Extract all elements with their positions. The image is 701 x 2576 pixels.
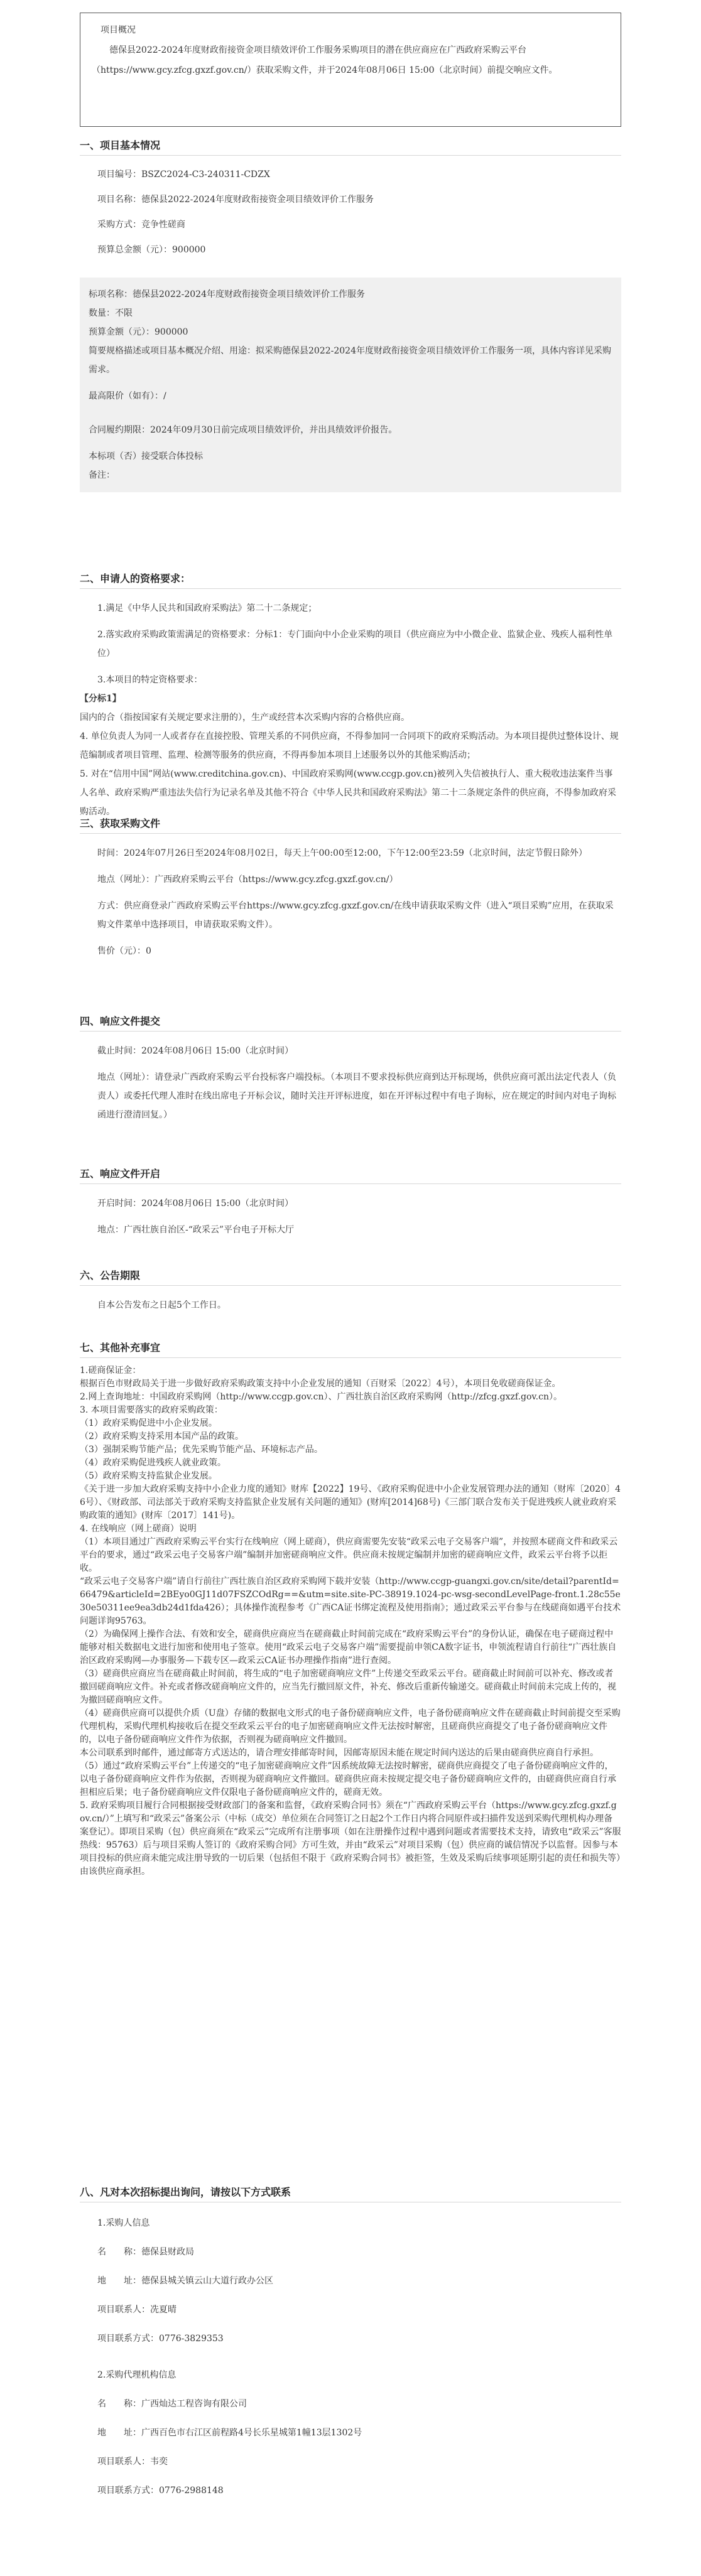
other-line: 根据百色市财政局关于进一步做好政府采购政策支持中小企业发展的通知（百财采〔2022〕4号），本项目免收磋商保证金。 xyxy=(80,1379,561,1389)
section-open-response xyxy=(80,1167,621,1239)
contract-term: 合同履约期限：2024年09月30日前完成项目绩效评价，并出具绩效评价报告。 xyxy=(89,425,398,435)
obtain-method: 方式：供应商登录广西政府采购云平台https://www.gcy.zfcg.gxzf.gov.cn/在线申请获取采购文件（进入“项目采购”应用，在获取采购文件菜单中选择项目，申请获取采购文件）。 xyxy=(97,901,614,930)
other-line: 5. 政府采购项目履行合同根据接受财政部门的备案和监督，《政府采购合同书》须在“广西政府采购云平台（https://www.gcy.zfcg.gxzf.gov.cn/）”上填写和“政采云”备案公示（中标（成交）单位须在合同签订之日起2个工作日内将合同原件或扫描件发送到采购代理机构办理备案登记）。即项目采购（包）供应商须在“政采云”完成所有注册事项（如在注册操作过程中遇到问题或者需要技术支持，请致电“政采云”客服热线：95763）后与项目采购人签订的《政府采购合同》方可生效，并由“政采云”对项目采购（包）供应商的诚信情况予以监督。因参与本项目投标的供应商未能完成注册导致的一切后果（包括但不限于《政府采购合同书》被拒签，生效及采购后续事项延期引起的责任和损失等）由该供应商承担。 xyxy=(80,1801,621,1877)
submit-place: 地点（网址）：请登录广西政府采购云平台投标客户端投标。（本项目不要求投标供应商到达开标现场，供供应商可派出法定代表人（负责人）或委托代理人准时在线出席电子开标会议，随时关注开评标进度，如在开评标过程中有电子询标，应在规定的时间内对电子询标函进行澄清回复。） xyxy=(97,1072,616,1120)
other-line: （1）政府采购促进中小企业发展。 xyxy=(80,1418,217,1428)
other-line: 《关于进一步加大政府采购支持中小企业力度的通知》财库【2022】19号、《政府采购促进中小企业发展管理办法的通知（财库〔2020〕46号）、《财政部、司法部关于政府采购支持监狱企业发展有关问题的通知》(财库[2014]68号)《三部门联合发布关于促进残疾人就业政府采购政策的通知》(财库〔2017〕141号)。 xyxy=(80,1484,621,1521)
other-line: （2）政府采购支持采用本国产品的政策。 xyxy=(80,1431,244,1442)
agent-name: 名 称：广西灿达工程咨询有限公司 xyxy=(97,2399,247,2409)
divider xyxy=(80,588,621,589)
section-qualifications xyxy=(80,571,621,821)
section-title: 五、响应文件开启 xyxy=(80,1168,161,1180)
agent-contact: 项目联系人：韦奕 xyxy=(97,2457,168,2467)
section-title: 七、其他补充事宜 xyxy=(80,1342,161,1354)
other-line: 本公司联系到时邮件，通过邮寄方式送达的，请合理安排邮寄时间，因邮寄原因未能在规定时间内送达的后果由磋商供应商自行承担。 xyxy=(80,1748,599,1758)
buyer-address: 地 址：德保县城关镇云山大道行政办公区 xyxy=(97,2276,273,2286)
divider xyxy=(80,155,621,156)
agent-info-title: 2.采购代理机构信息 xyxy=(97,2370,177,2380)
other-line: 4. 在线响应（网上磋商）说明 xyxy=(80,1524,197,1534)
other-line: （5）通过“政府采购云平台”上传递交的“电子加密磋商响应文件”因系统故障无法按时解密，磋商供应商提交了电子备份磋商响应文件的，以电子备份磋商响应文件作为依据，否则视为磋商响应文件撤回。磋商供应商未按规定提交电子备份磋商响应文件的，由磋商供应商自行承担相应后果；电子备份磋商响应文件仅限电子备份磋商响应文件的，磋商无效。 xyxy=(80,1761,616,1797)
divider xyxy=(80,833,621,834)
section-other-matters xyxy=(80,1340,621,1878)
other-line: （3）强制采购节能产品；优先采购节能产品、环境标志产品。 xyxy=(80,1445,323,1455)
qualification-3-a: 国内的合（指按国家有关规定要求注册的），生产或经营本次采购内容的合格供应商。 xyxy=(80,713,410,723)
qualification-3-b: 4. 单位负责人为同一人或者存在直接控股、管理关系的不同供应商，不得参加同一合同项下的政府采购活动。为本项目提供过整体设计、规范编制或者项目管理、监理、检测等服务的供应商，不得再参加本项目上述服务以外的其他采购活动； xyxy=(80,731,619,760)
notice-period-text: 自本公告发布之日起5个工作日。 xyxy=(97,1300,226,1310)
submit-deadline: 截止时间：2024年08月06日 15:00（北京时间） xyxy=(97,1046,294,1056)
obtain-time: 时间：2024年07月26日至2024年08月02日，每天上午00:00至12:00，下午12:00至23:59（北京时间，法定节假日除外） xyxy=(97,848,587,858)
section-contacts xyxy=(80,2185,621,2505)
other-line: 1.磋商保证金： xyxy=(80,1366,141,1376)
section-basic-info xyxy=(80,138,621,492)
section-title: 二、申请人的资格要求： xyxy=(80,573,191,585)
lot-quantity: 数量：不限 xyxy=(89,308,133,318)
consortium-note: 本标项（否）接受联合体投标 xyxy=(89,451,203,461)
procurement-method: 采购方式：竞争性磋商 xyxy=(97,220,185,230)
divider xyxy=(80,1357,621,1358)
qualification-1: 1.满足《中华人民共和国政府采购法》第二十二条规定； xyxy=(97,603,317,613)
section-notice-period xyxy=(80,1268,621,1315)
qualification-2: 2.落实政府采购政策需满足的资格要求：分标1：专门面向中小企业采购的项目（供应商应为中小微企业、监狱企业、残疾人福利性单位） xyxy=(97,630,613,659)
other-line: （2）为确保网上操作合法、有效和安全，磋商供应商应当在磋商截止时间前完成在“政府采购云平台”的身份认证，确保在电子磋商过程中能够对相关数据电文进行加密和使用电子签章。使用“政采云电子交易客户端”需要提前申领CA数字证书，申领流程请自行前往“广西壮族自治区政府采购网—办事服务—下载专区—政采云CA证书办理操作指南”进行查阅。 xyxy=(80,1629,617,1666)
lot-description: 简要规格描述或项目基本概况介绍、用途：拟采购德保县2022-2024年度财政衔接资金项目绩效评价工作服务一项，具体内容详见采购需求。 xyxy=(89,346,611,375)
obtain-place: 地点（网址）：广西政府采购云平台（https://www.gcy.zfcg.gxzf.gov.cn/） xyxy=(97,875,398,885)
section-title: 四、响应文件提交 xyxy=(80,1015,161,1027)
lot-max-price: 最高限价（如有）：/ xyxy=(89,391,166,401)
divider xyxy=(80,1031,621,1032)
other-line: 2.网上查询地址：中国政府采购网（http://www.ccgp.gov.cn）、广西壮族自治区政府采购网（http://zfcg.gxzf.gov.cn）。 xyxy=(80,1392,562,1402)
overview-text: 德保县2022-2024年度财政衔接资金项目绩效评价工作服务采购项目的潜在供应商应在广西政府采购云平台（https://www.gcy.zfcg.gxzf.gov.cn/）获取采购文件，并于2024年08月06日 15:00（北京时间）前提交响应文件。 xyxy=(92,45,558,75)
agent-phone: 项目联系方式：0776-2988148 xyxy=(97,2486,224,2496)
buyer-phone: 项目联系方式：0776-3829353 xyxy=(97,2334,224,2344)
other-line: “政采云电子交易客户端”请自行前往广西壮族自治区政府采购网下载并安装（http://www.ccgp-guangxi.gov.cn/site/detail?parentId=66479&articleId=2BEyo0GJ11d07FSZCOdRg==&utm=site.site-PC-38919.1024-pc-wsg-secondLevelPage-front.1.28c55e30e50311ee9ea3db24d1fda426）；具体操作流程参考《广西CA证书绑定流程及使用指南》；通过政采云平台参与在线磋商如遇平台技术问题详询95763。 xyxy=(80,1576,621,1626)
other-line: 3. 本项目需要落实的政府采购政策： xyxy=(80,1405,223,1415)
lot-budget: 预算金额（元）：900000 xyxy=(89,327,188,337)
divider xyxy=(80,1183,621,1184)
project-number: 项目编号：BSZC2024-C3-240311-CDZX xyxy=(97,170,270,180)
section-obtain-documents xyxy=(80,816,621,961)
other-line: （3）磋商供应商应当在磋商截止时间前，将生成的“电子加密磋商响应文件”上传递交至政采云平台。磋商截止时间前可以补充、修改或者撤回磋商响应文件。补充或者修改磋商响应文件的，应当先行撤回原文件，补充、修改后重新传输递交。磋商截止时间前未完成上传的，视为撤回磋商响应文件。 xyxy=(80,1669,616,1705)
agent-address: 地 址：广西百色市右江区前程路4号长乐星城第1幢13层1302号 xyxy=(97,2428,362,2438)
buyer-info-title: 1.采购人信息 xyxy=(97,2218,150,2228)
other-line: （5）政府采购支持监狱企业发展。 xyxy=(80,1471,217,1481)
section-title: 八、凡对本次招标提出询问，请按以下方式联系 xyxy=(80,2186,291,2198)
qualification-3-lot: 【分标1】 xyxy=(80,694,121,704)
other-line: （1）本项目通过广西政府采购云平台实行在线响应（网上磋商），供应商需要先安装“政采云电子交易客户端”，并按照本磋商文件和政采云平台的要求，通过“政采云电子交易客户端”编制并加密磋商响应文件。供应商未按规定编制并加密的磋商响应文件，政采云平台将予以拒收。 xyxy=(80,1537,618,1573)
section-title: 三、获取采购文件 xyxy=(80,817,161,829)
lot-info-box xyxy=(80,278,621,492)
overview-title: 项目概况 xyxy=(101,25,136,35)
divider xyxy=(80,1285,621,1286)
open-time: 开启时间：2024年08月06日 15:00（北京时间） xyxy=(97,1199,294,1209)
buyer-name: 名 称：德保县财政局 xyxy=(97,2247,194,2257)
total-budget: 预算总金额（元）：900000 xyxy=(97,245,206,255)
qualification-3: 3.本项目的特定资格要求： xyxy=(97,675,203,685)
other-line: （4）政府采购促进残疾人就业政策。 xyxy=(80,1458,226,1468)
project-overview-box xyxy=(80,13,621,127)
project-name: 项目名称：德保县2022-2024年度财政衔接资金项目绩效评价工作服务 xyxy=(97,195,374,205)
qualification-3-c: 5. 对在“信用中国”网站(www.creditchina.gov.cn)、中国政府采购网(www.ccgp.gov.cn)被列入失信被执行人、重大税收违法案件当事人名单、政府采购严重违法失信行为记录名单及其他不符合《中华人民共和国政府采购法》第二十二条规定条件的供应商，不得参加政府采购活动。 xyxy=(80,769,616,817)
section-title: 一、项目基本情况 xyxy=(80,139,161,151)
section-submit-response xyxy=(80,1014,621,1124)
section-title: 六、公告期限 xyxy=(80,1269,141,1281)
other-line: （4）磋商供应商可以提供介质（U盘）存储的数据电文形式的电子备份磋商响应文件，电子备份磋商响应文件在磋商截止时间前提交至采购代理机构，采购代理机构接收后在提交至政采云平台的电子加密磋商响应文件无法按时解密，且磋商供应商提交了电子备份磋商响应文件的，以电子备份磋商响应文件作为依据，否则视为磋商响应文件撤回。 xyxy=(80,1708,621,1745)
lot-name: 标项名称：德保县2022-2024年度财政衔接资金项目绩效评价工作服务 xyxy=(89,289,365,299)
document-price: 售价（元）：0 xyxy=(97,946,151,956)
lot-remark: 备注： xyxy=(89,470,115,480)
buyer-contact: 项目联系人：冼夏晴 xyxy=(97,2305,177,2315)
open-place: 地点：广西壮族自治区-“政采云”平台电子开标大厅 xyxy=(97,1225,295,1235)
